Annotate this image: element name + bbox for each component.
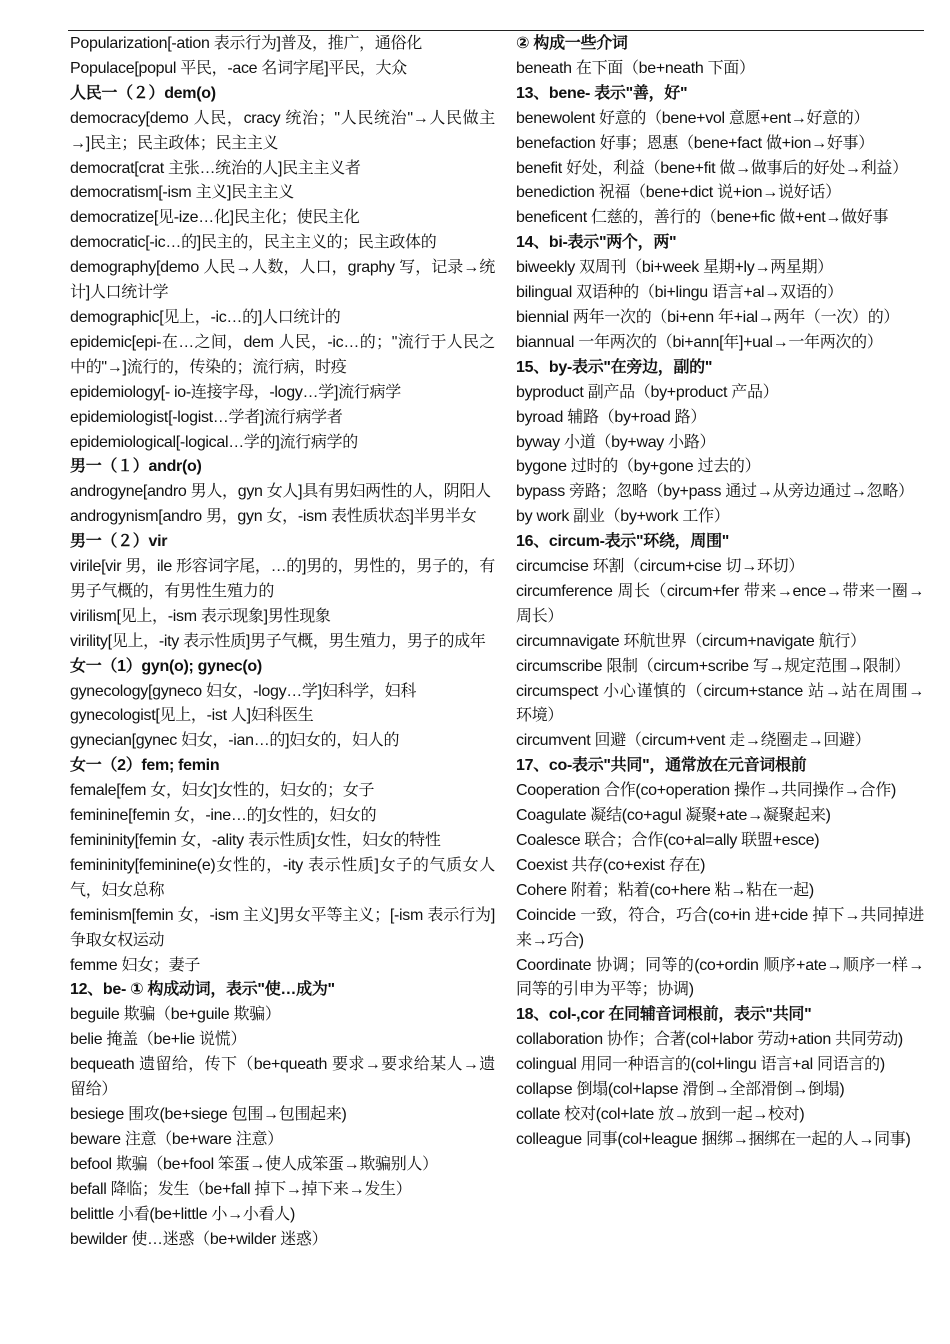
section-heading: 男一（１）andr(o) bbox=[70, 458, 202, 476]
vocab-entry: femininity[femin 女，-ality 表示性质]女性，妇女的特性 bbox=[70, 832, 441, 849]
section-heading: 17、co-表示"共同"，通常放在元音词根前 bbox=[516, 757, 807, 775]
vocab-entry: biennial 两年一次的（bi+enn 年+ial→两年（一次）的） bbox=[516, 308, 900, 326]
section-heading: 女一（1）gyn(o); gynec(o) bbox=[70, 657, 262, 675]
vocab-entry: colleague 同事(col+league 捆绑→捆绑在一起的人→同事) bbox=[516, 1130, 911, 1148]
vocab-entry: byway 小道（by+way 小路） bbox=[516, 433, 716, 451]
vocab-entry: befall 降临；发生（be+fall 掉下→掉下来→发生） bbox=[70, 1180, 412, 1198]
vocab-entry: demographic[见上，-ic…的]人口统计的 bbox=[70, 308, 341, 326]
vocab-entry: gynecologist[见上，-ist 人]妇科医生 bbox=[70, 707, 314, 725]
vocab-entry: circumference 周长（circum+fer 带来→ence→带来一圈→周长） bbox=[516, 582, 924, 625]
vocab-entry: Cohere 附着；粘着(co+here 粘→粘在一起) bbox=[516, 881, 814, 899]
vocab-entry: besiege 围攻(be+siege 包围→包围起来) bbox=[70, 1105, 347, 1123]
vocab-entry: beneficent 仁慈的，善行的（bene+fic 做+ent→做好事 bbox=[516, 209, 889, 227]
vocab-entry: Coexist 共存(co+exist 存在) bbox=[516, 856, 706, 874]
vocab-entry: circumnavigate 环航世界（circum+navigate 航行） bbox=[516, 632, 866, 650]
vocab-entry: epidemiological[-logical…学的]流行病学的 bbox=[70, 433, 358, 451]
section-heading: 男一（２）vir bbox=[70, 533, 168, 551]
vocab-entry: feminine[femin 女，-ine…的]女性的，妇女的 bbox=[70, 807, 377, 825]
section-heading: 14、bi-表示"两个，两" bbox=[516, 234, 677, 252]
vocab-entry: Coincide 一致，符合，巧合(co+in 进+cide 掉下→共同掉进来→巧合) bbox=[516, 906, 924, 949]
vocab-entry: epidemiology[- io-连接字母，-logy…学]流行病学 bbox=[70, 383, 401, 401]
vocab-entry: bygone 过时的（by+gone 过去的） bbox=[516, 458, 761, 476]
vocab-entry: bypass 旁路；忽略（by+pass 通过→从旁边通过→忽略） bbox=[516, 483, 914, 501]
vocab-entry: epidemiologist[-logist…学者]流行病学者 bbox=[70, 408, 343, 426]
section-heading: 18、col-,cor 在同辅音词根前，表示"共同" bbox=[516, 1006, 812, 1024]
vocab-entry: byproduct 副产品（by+product 产品） bbox=[516, 383, 779, 401]
vocab-entry: befool 欺骗（be+fool 笨蛋→使人成笨蛋→欺骗别人） bbox=[70, 1155, 438, 1173]
section-heading: 人民一（２）dem(o) bbox=[70, 84, 216, 102]
section-heading: 12、be- ① 构成动词，表示"使…成为" bbox=[70, 981, 335, 999]
section-heading: 13、bene- 表示"善，好" bbox=[516, 84, 688, 102]
vocab-entry: belie 掩盖（be+lie 说慌） bbox=[70, 1031, 247, 1049]
vocab-entry: virile[vir 男，ile 形容词字尾，…的]男的，男性的，男子的，有男子气概的，有男性生殖力的 bbox=[70, 558, 495, 600]
vocab-entry: Coordinate 协调；同等的(co+ordin 顺序+ate→顺序一样→同等的引申为平等；协调) bbox=[516, 956, 924, 999]
vocab-entry: androgyne[andro 男人，gyn 女人]具有男妇两性的人，阴阳人 bbox=[70, 483, 491, 501]
top-rule bbox=[68, 30, 924, 31]
section-heading: 16、circum-表示"环绕，周围" bbox=[516, 533, 730, 551]
vocab-entry: biweekly 双周刊（bi+week 星期+ly→两星期） bbox=[516, 259, 833, 277]
vocab-entry: democratize[见-ize…化]民主化；使民主化 bbox=[70, 209, 360, 227]
vocab-entry: collapse 倒塌(col+lapse 滑倒→全部滑倒→倒塌) bbox=[516, 1081, 845, 1099]
vocab-entry: Populace[popul 平民，-ace 名词字尾]平民，大众 bbox=[70, 59, 407, 77]
vocab-entry: demography[demo 人民→人数，人口，graphy 写，记录→统计]人口统计学 bbox=[70, 259, 495, 302]
vocab-entry: democracy[demo 人民，cracy 统治；"人民统治"→人民做主→]民主；民主政体；民主主义 bbox=[70, 109, 495, 152]
vocab-entry: democrat[crat 主张…统治的人]民主主义者 bbox=[70, 159, 361, 177]
section-heading: 女一（2）fem; femin bbox=[70, 757, 220, 775]
vocab-entry: bequeath 遗留给，传下（be+queath 要求→要求给某人→遗留给） bbox=[70, 1056, 495, 1099]
vocab-entry: democratism[-ism 主义]民主主义 bbox=[70, 184, 294, 202]
vocab-entry: biannual 一年两次的（bi+ann[年]+ual→一年两次的） bbox=[516, 333, 883, 351]
vocab-entry: collate 校对(col+late 放→放到一起→校对) bbox=[516, 1105, 805, 1123]
vocab-entry: circumspect 小心谨慎的（circum+stance 站→站在周围→环境） bbox=[516, 682, 924, 725]
vocab-entry: benewolent 好意的（bene+vol 意愿+ent→好意的） bbox=[516, 109, 870, 127]
vocab-entry: androgynism[andro 男，gyn 女，-ism 表性质状态]半男半女 bbox=[70, 508, 477, 526]
section-heading: 15、by-表示"在旁边，副的" bbox=[516, 358, 713, 376]
vocab-entry: gynecology[gyneco 妇女，-logy…学]妇科学，妇科 bbox=[70, 682, 417, 700]
vocab-entry: byroad 辅路（by+road 路） bbox=[516, 408, 707, 426]
vocab-entry: benefaction 好事；恩惠（bene+fact 做+ion→好事） bbox=[516, 134, 874, 152]
vocab-entry: circumvent 回避（circum+vent 走→绕圈走→回避） bbox=[516, 732, 871, 750]
vocab-entry: beneath 在下面（be+neath 下面） bbox=[516, 59, 755, 77]
vocab-entry: benefit 好处，利益（bene+fit 做→做事后的好处→利益） bbox=[516, 159, 908, 177]
vocab-entry: virility[见上，-ity 表示性质]男子气概，男生殖力，男子的成年 bbox=[70, 632, 486, 650]
vocab-entry: colingual 用同一种语言的(col+lingu 语言+al 同语言的) bbox=[516, 1056, 885, 1074]
vocab-entry: beguile 欺骗（be+guile 欺骗） bbox=[70, 1006, 281, 1024]
vocab-entry: democratic[-ic…的]民主的，民主主义的；民主政体的 bbox=[70, 234, 437, 252]
vocab-entry: feminism[femin 女，-ism 主义]男女平等主义；[-ism 表示行为]争取女权运动 bbox=[70, 906, 495, 949]
vocab-entry: virilism[见上，-ism 表示现象]男性现象 bbox=[70, 607, 331, 625]
vocab-entry: beware 注意（be+ware 注意） bbox=[70, 1130, 283, 1148]
vocab-entry: bewilder 使…迷惑（be+wilder 迷惑） bbox=[70, 1230, 328, 1248]
vocab-entry: circumcise 环割（circum+cise 切→环切） bbox=[516, 558, 805, 576]
vocab-entry: bilingual 双语种的（bi+lingu 语言+al→双语的） bbox=[516, 284, 843, 302]
vocab-entry: Coalesce 联合；合作(co+al=ally 联盟+esce) bbox=[516, 832, 820, 849]
left-column bbox=[70, 32, 495, 1252]
vocab-entry: belittle 小看(be+little 小→小看人) bbox=[70, 1205, 295, 1223]
vocab-entry: Popularization[-ation 表示行为]普及，推广，通俗化 bbox=[70, 35, 422, 52]
vocab-entry: femme 妇女；妻子 bbox=[70, 956, 201, 974]
vocab-entry: Cooperation 合作(co+operation 操作→共同操作→合作) bbox=[516, 782, 896, 800]
vocab-entry: by work 副业（by+work 工作） bbox=[516, 508, 730, 526]
vocab-entry: benediction 祝福（bene+dict 说+ion→说好话） bbox=[516, 184, 841, 202]
section-heading: ② 构成一些介词 bbox=[516, 35, 628, 52]
vocab-entry: circumscribe 限制（circum+scribe 写→规定范围→限制） bbox=[516, 657, 910, 675]
right-column bbox=[516, 32, 924, 1153]
vocab-entry: gynecian[gynec 妇女，-ian…的]妇女的，妇人的 bbox=[70, 732, 400, 750]
vocab-entry: Coagulate 凝结(co+agul 凝聚+ate→凝聚起来) bbox=[516, 807, 831, 825]
vocab-entry: female[fem 女，妇女]女性的，妇女的；女子 bbox=[70, 782, 375, 800]
vocab-entry: femininity[feminine(e)女性的，-ity 表示性质]女子的气质女人气，妇女总称 bbox=[70, 856, 495, 899]
vocab-entry: collaboration 协作；合著(col+labor 劳动+ation 共同劳动) bbox=[516, 1031, 903, 1049]
vocab-entry: epidemic[epi-在…之间，dem 人民，-ic…的；"流行于人民之中的"→]流行的，传染的；流行病，时疫 bbox=[70, 333, 495, 376]
